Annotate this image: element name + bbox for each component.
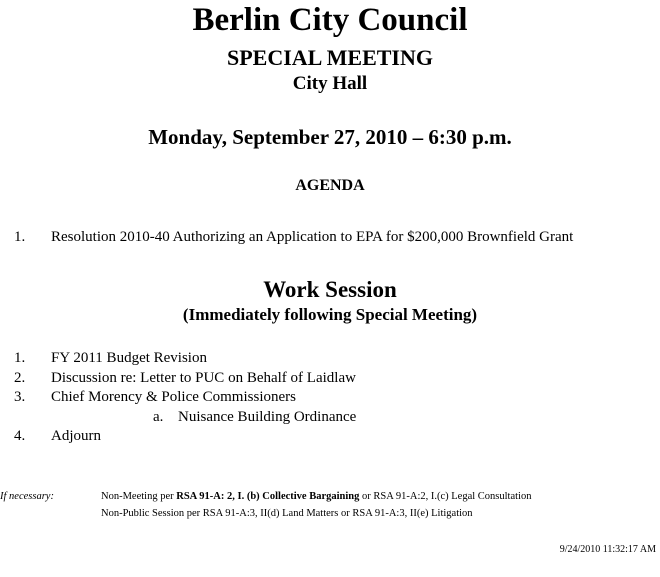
meeting-type: SPECIAL MEETING	[227, 45, 433, 70]
work-session-heading: Work Session	[263, 277, 397, 302]
agenda-item-number: 1.	[14, 229, 26, 245]
notes-line-1-suffix: or RSA 91-A:2, I.(c) Legal Consultation	[359, 491, 532, 502]
council-title: Berlin City Council	[192, 2, 468, 38]
meeting-location: City Hall	[292, 73, 368, 94]
work-subitem-letter: a.	[153, 409, 164, 425]
work-session-subheading: (Immediately following Special Meeting)	[182, 305, 478, 324]
notes-line-1-bold: RSA 91-A: 2, I. (b) Collective Bargaining	[176, 491, 360, 502]
work-item-text: Chief Morency & Police Commissioners	[51, 389, 296, 405]
work-subitem-text: Nuisance Building Ordinance	[178, 409, 357, 425]
print-timestamp: 9/24/2010 11:32:17 AM	[559, 544, 656, 555]
work-item-text: Adjourn	[51, 428, 101, 444]
work-item-text: Discussion re: Letter to PUC on Behalf of Laidlaw	[51, 370, 356, 386]
work-item-text: FY 2011 Budget Revision	[51, 350, 207, 366]
work-item-number: 4.	[14, 428, 26, 444]
work-item-number: 3.	[14, 389, 26, 405]
notes-line-1	[101, 491, 531, 502]
agenda-heading: AGENDA	[295, 177, 365, 194]
work-item-number: 1.	[14, 350, 26, 366]
work-item-number: 2.	[14, 370, 26, 386]
notes-line-1-prefix: Non-Meeting per	[101, 491, 177, 502]
meeting-datetime: Monday, September 27, 2010 – 6:30 p.m.	[148, 125, 512, 149]
notes-label: If necessary:	[0, 491, 54, 502]
notes-line-2: Non-Public Session per RSA 91-A:3, II(d) Land Matters or RSA 91-A:3, II(e) Litigation	[101, 508, 473, 519]
agenda-item-text: Resolution 2010-40 Authorizing an Application to EPA for $200,000 Brownfield Grant	[51, 229, 574, 245]
